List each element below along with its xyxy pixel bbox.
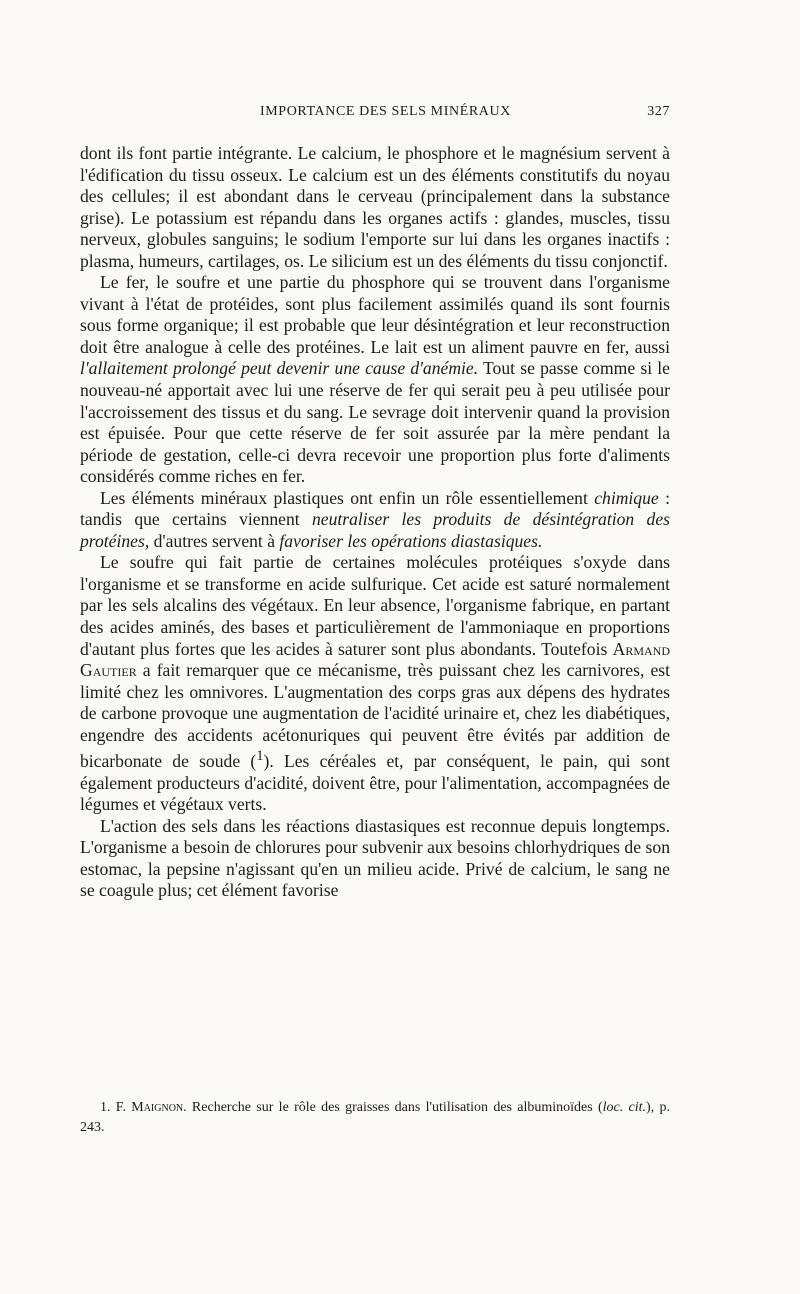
running-header — [80, 104, 670, 126]
paragraph-3-italic-2: neutraliser les produits de désintégration des protéines, — [80, 509, 670, 551]
author-name: Armand Gautier — [80, 638, 670, 681]
paragraph-2-text-a: Le fer, le soufre et une partie du phosphore qui se trouvent dans l'organisme vivant à l'état de protéides, sont plus facilement assimilés quand ils sont fournis sous forme organique; il est probable que leur désintégration et leur reconstruction doit être analogue à celle des protéines. Le lait est un aliment pauvre en fer, aussi — [80, 272, 670, 357]
paragraph-1: dont ils font partie intégrante. Le calcium, le phosphore et le magnésium servent à l'édification du tissu osseux. Le calcium est un des éléments constitutifs du noyau des cellules; il est abondant dans le cerveau (principalement dans la substance grise). Le potassium est répandu dans les organes actifs : glandes, muscles, tissu nerveux, globules sanguins; le sodium l'emporte sur lui dans les organes inactifs : plasma, humeurs, cartilages, os. Le silicium est un des éléments du tissu conjonctif. — [80, 143, 670, 271]
running-title: IMPORTANCE DES SELS MINÉRAUX — [260, 104, 511, 119]
paragraph-2-text-b: Tout se passe comme si le nouveau-né apportait avec lui une réserve de fer qui serait peu à peu utilisée pour l'accroissement des tissus et du sang. Le sevrage doit intervenir quand la provision est épuisée. Pour que cette réserve de fer soit assurée par la mère pendant la période de gestation, celle-ci devra recevoir une proportion plus forte d'aliments considérés comme riches en fer. — [80, 358, 670, 487]
body-text — [80, 143, 670, 902]
paragraph-3-italic-3: favoriser les opérations diastasiques. — [279, 530, 543, 551]
paragraph-4-text-c: ). Les céréales et, par conséquent, le pain, qui sont également producteurs d'acidité, doivent être, pour l'alimentation, accompagnées de légumes et végétaux verts. — [80, 751, 671, 815]
paragraph-3-text-b: : tandis que certains viennent — [80, 487, 670, 530]
paragraph-4-text-b: a fait remarquer que ce mécanisme, très puissant chez les carnivores, est limité chez les omnivores. L'augmentation des corps gras aux dépens des hydrates de carbone provoque une augmentation de l'acidité urinaire et, chez les diabétiques, engendre des accidents acétonuriques qui peuvent être évités par addition de bicarbonate de soude ( — [80, 660, 670, 772]
page-number: 327 — [647, 104, 670, 119]
footnote-italic: loc. cit. — [602, 1100, 647, 1115]
paragraph-3-text-a: Les éléments minéraux plastiques ont enfin un rôle essentiellement — [100, 487, 595, 508]
footnote-number: 1. — [100, 1100, 111, 1115]
paragraph-4 — [80, 552, 670, 815]
footnote-author: F. Maignon. — [115, 1100, 187, 1115]
footnote-reference: 1 — [256, 748, 264, 765]
paragraph-5: L'action des sels dans les réactions diastasiques est reconnue depuis longtemps. L'organisme a besoin de chlorures pour subvenir aux besoins chlorhydriques de son estomac, la pepsine n'agissant qu'en un milieu acide. Privé de calcium, le sang ne se coagule plus; cet élément favorise — [80, 815, 670, 901]
paragraph-3-text-c: d'autres servent à — [149, 530, 280, 551]
paragraph-4-text-a: Le soufre qui fait partie de certaines molécules protéiques s'oxyde dans l'organisme et se transforme en acide sulfurique. Cet acide est saturé normalement par les sels alcalins des végétaux. En leur absence, l'organisme fabrique, en partant des acides aminés, des bases et particulièrement de l'ammoniaque en proportions d'autant plus fortes que les acides à saturer sont plus abondants. Toutefois — [80, 552, 670, 659]
footnote-text-b: ), p. 243. — [80, 1100, 670, 1135]
footnote-text-a: Recherche sur le rôle des graisses dans l'utilisation des albuminoïdes ( — [186, 1100, 603, 1115]
footnote — [80, 1098, 670, 1138]
paragraph-2-italic: l'allaitement prolongé peut devenir une cause d'anémie. — [80, 358, 479, 379]
paragraph-3-italic-1: chimique — [594, 487, 659, 508]
paragraph-3 — [80, 488, 670, 553]
paragraph-2 — [80, 272, 670, 487]
